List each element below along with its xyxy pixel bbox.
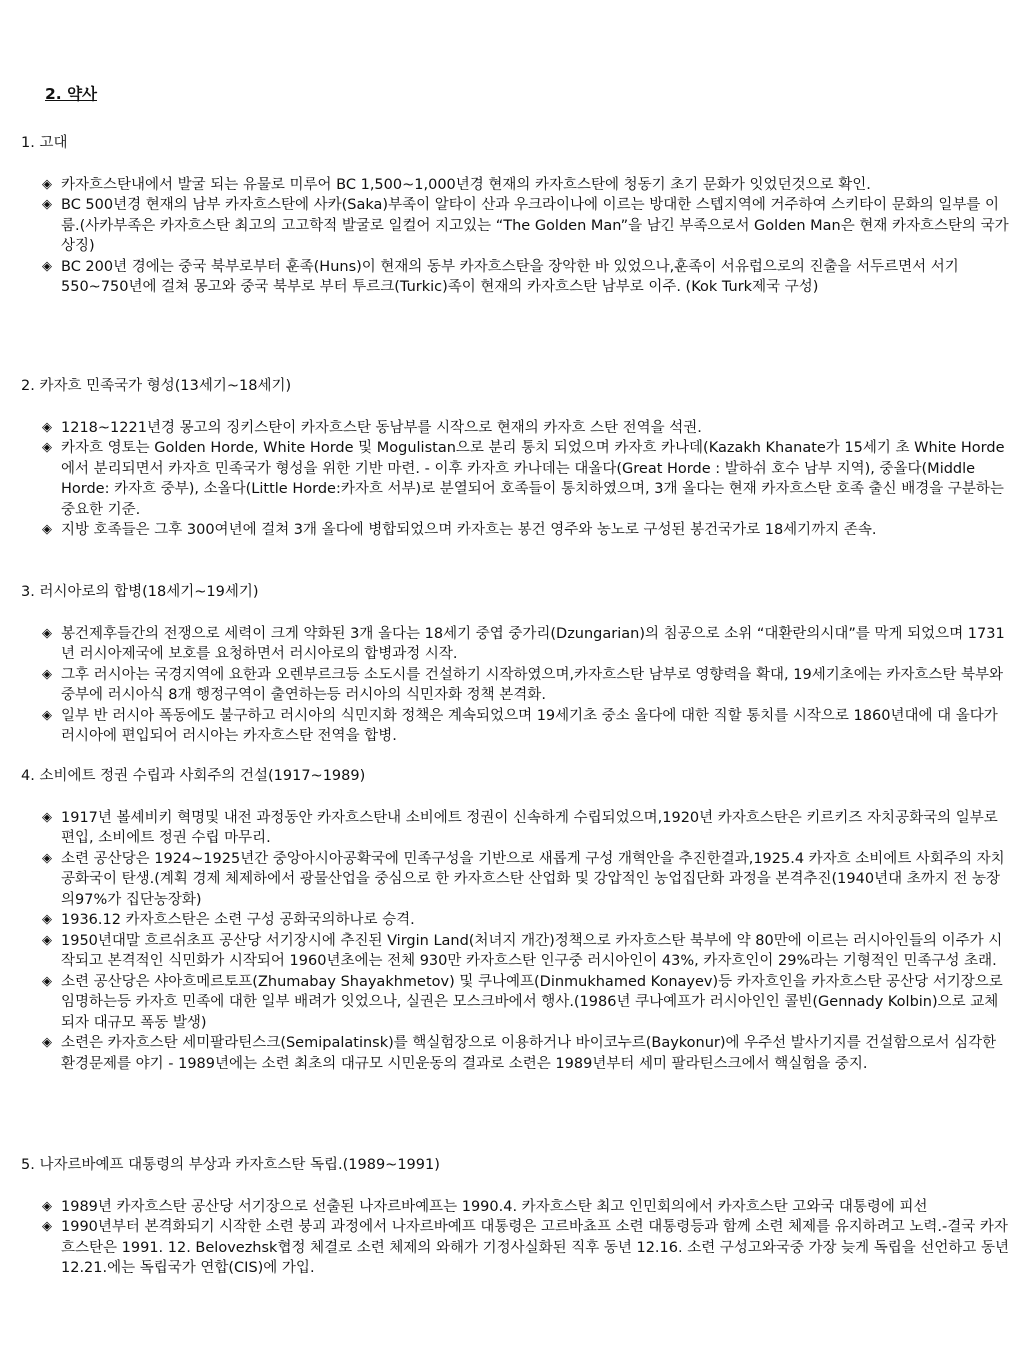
list-item: ◈ 1936.12 카자흐스탄은 소련 구성 공화국의하나로 승격.	[21, 910, 1011, 931]
section-heading: 1. 고대	[21, 135, 68, 151]
bullet-list	[21, 808, 1011, 1075]
list-item: ◈ 일부 반 러시아 폭동에도 불구하고 러시아의 식민지화 정책은 계속되었으며 19세기초 중소 올다에 대한 직할 통치를 시작으로 1860년대에 대 올다가 러시아에 편입되어 러시아는 카자흐스탄 전역을 합병.	[21, 706, 1011, 747]
list-item: ◈ 소련 공산당은 1924~1925년간 중앙아시아공확국에 민족구성을 기반으로 새롭게 구성 개혁안을 추진한결과,1925.4 카자흐 소비에트 사회주의 자치 공화국이 탄생.(계획 경제 체제하에서 광물산업을 중심으로 한 카자흐스탄 산업화 및 강압적인 농업집단화 과정을 본격추진(1940년대 초까지 전 농장의97%가 집단농장화)	[21, 849, 1011, 911]
section-soviet-era	[21, 766, 1011, 1074]
list-item: ◈ 카자흐 영토는 Golden Horde, White Horde 및 Mogulistan으로 분리 통치 되었으며 카자흐 카나데(Kazakh Khanate가 15세기 초 White Horde에서 분리되면서 카자흐 민족국가 형성을 위한 기반 마련. - 이후 카자흐 카나데는 대올다(Great Horde : 발하쉬 호수 남부 지역), 중올다(Middle Horde: 카자흐 중부), 소올다(Little Horde:카자흐 서부)로 분열되어 호족들이 통치하였으며, 3개 올다는 현재 카자흐스탄 호족 출신 배경을 구분하는 중요한 기준.	[21, 438, 1011, 520]
bullet-list	[21, 624, 1011, 747]
list-item: ◈ 소련 공산당은 샤아흐메르토프(Zhumabay Shayakhmetov) 및 쿠나예프(Dinmukhamed Konayev)등 카자흐인을 카자흐스탄 공산당 서기장으로 임명하는등 카자흐 민족에 대한 일부 배려가 잇었으나, 실권은 모스크바에서 행사.(1986년 쿠나예프가 러시아인인 콜빈(Gennady Kolbin)으로 교체되자 대규모 폭동 발생)	[21, 972, 1011, 1034]
diamond-bullet-icon: ◈	[42, 197, 52, 212]
list-item: ◈ 1950년대말 흐르쉬초프 공산당 서기장시에 추진된 Virgin Land(처녀지 개간)정책으로 카자흐스탄 북부에 약 80만에 이르는 러시아인들의 이주가 시작되고 본격적인 식민화가 시작되어 1960년초에는 전체 930만 카자흐스탄 인구중 러시아인이 43%, 카자흐인이 29%라는 기형적인 민족구성 초래.	[21, 931, 1011, 972]
section-heading: 3. 러시아로의 합병(18세기~19세기)	[21, 584, 259, 600]
list-item: ◈ 카자흐스탄내에서 발굴 되는 유물로 미루어 BC 1,500~1,000년경 현재의 카자흐스탄에 청동기 초기 문화가 잇었던것으로 확인.	[21, 175, 1011, 196]
list-item: ◈ BC 200년 경에는 중국 북부로부터 훈족(Huns)이 현재의 동부 카자흐스탄을 장악한 바 있었으나,훈족이 서유럽으로의 진출을 서두르면서 서기 550~750년에 걸쳐 몽고와 중국 북부로 부터 투르크(Turkic)족이 현재의 카자흐스탄 남부로 이주. (Kok Turk제국 구성)	[21, 257, 1011, 298]
section-russian-annexation	[21, 582, 1011, 747]
list-item: ◈ 소련은 카자흐스탄 세미팔라틴스크(Semipalatinsk)를 핵실험장으로 이용하거나 바이코누르(Baykonur)에 우주선 발사기지를 건설함으로서 심각한 환경문제를 야기 - 1989년에는 소련 최초의 대규모 시민운동의 결과로 소련은 1989년부터 세미 팔라틴스크에서 핵실험을 중지.	[21, 1033, 1011, 1074]
section-heading: 4. 소비에트 정권 수립과 사회주의 건설(1917~1989)	[21, 768, 366, 784]
section-ancient	[21, 133, 1011, 298]
list-item: ◈ BC 500년경 현재의 남부 카자흐스탄에 사카(Saka)부족이 알타이 산과 우크라이나에 이르는 방대한 스텝지역에 거주하여 스키타이 문화의 일부를 이룸.(사카부족은 카자흐스탄 최고의 고고학적 발굴로 일컬어 지고있는 “The Golden Man”을 남긴 부족으로서 Golden Man은 현재 카자흐스탄의 국가 상징)	[21, 195, 1011, 257]
list-item: ◈ 1218~1221년경 몽고의 징키스탄이 카자흐스탄 동남부를 시작으로 현재의 카자흐 스탄 전역을 석권.	[21, 418, 1011, 439]
bullet-list	[21, 418, 1011, 541]
diamond-bullet-icon: ◈	[42, 973, 52, 989]
document-title: 2. 약사	[45, 85, 98, 103]
diamond-bullet-icon: ◈	[42, 522, 52, 537]
diamond-bullet-icon: ◈	[42, 850, 52, 866]
list-item: ◈ 1989년 카자흐스탄 공산당 서기장으로 선출된 나자르바예프는 1990.4. 카자흐스탄 최고 인민회의에서 카자흐스탄 고와국 대통령에 피선	[21, 1197, 1011, 1218]
section-independence	[21, 1155, 1011, 1279]
diamond-bullet-icon: ◈	[42, 1198, 52, 1214]
diamond-bullet-icon: ◈	[42, 1035, 52, 1050]
diamond-bullet-icon: ◈	[42, 440, 52, 455]
diamond-bullet-icon: ◈	[42, 258, 52, 274]
section-heading: 5. 나자르바예프 대통령의 부상과 카자흐스탄 독립.(1989~1991)	[21, 1157, 440, 1173]
diamond-bullet-icon: ◈	[42, 419, 52, 435]
diamond-bullet-icon: ◈	[42, 932, 52, 948]
list-item: ◈ 1917년 볼셰비키 혁명및 내전 과정동안 카자흐스탄내 소비에트 정권이 신속하게 수립되었으며,1920년 카자흐스탄은 키르키즈 자치공화국의 일부로 편입, 소비에트 정권 수립 마무리.	[21, 808, 1011, 849]
bullet-list	[21, 1197, 1011, 1279]
diamond-bullet-icon: ◈	[42, 666, 52, 682]
diamond-bullet-icon: ◈	[42, 625, 52, 641]
list-item: ◈ 그후 러시아는 국경지역에 요한과 오렌부르크등 소도시를 건설하기 시작하였으며,카자흐스탄 남부로 영향력을 확대, 19세기초에는 카자흐스탄 북부와 중부에 러시아식 8개 행정구역이 출연하는등 러시아의 식민자화 정책 본격화.	[21, 665, 1011, 706]
section-kazakh-nation	[21, 376, 1011, 541]
bullet-list	[21, 175, 1011, 298]
diamond-bullet-icon: ◈	[42, 707, 52, 723]
diamond-bullet-icon: ◈	[42, 1219, 52, 1234]
section-heading: 2. 카자흐 민족국가 형성(13세기~18세기)	[21, 378, 292, 394]
list-item: ◈ 1990년부터 본격화되기 시작한 소련 붕괴 과정에서 나자르바예프 대통령은 고르바쵸프 소련 대통령등과 함께 소련 체제를 유지하려고 노력.-결국 카자흐스탄은 1991. 12. Belovezhsk협정 체결로 소련 체제의 와해가 기정사실화된 직후 동년 12.16. 소련 구성고와국중 가장 늦게 독립을 선언하고 동년 12.21.에는 독립국가 연합(CIS)에 가입.	[21, 1217, 1011, 1279]
diamond-bullet-icon: ◈	[42, 912, 52, 927]
list-item: ◈ 지방 호족들은 그후 300여년에 걸쳐 3개 올다에 병합되었으며 카자흐는 봉건 영주와 농노로 구성된 봉건국가로 18세기까지 존속.	[21, 520, 1011, 541]
diamond-bullet-icon: ◈	[42, 176, 52, 192]
list-item: ◈ 봉건제후들간의 전쟁으로 세력이 크게 약화된 3개 올다는 18세기 중엽 중가리(Dzungarian)의 침공으로 소위 “대환란의시대”를 막게 되었으며 1731년 러시아제국에 보호를 요청하면서 러시아로의 합병과정 시작.	[21, 624, 1011, 665]
diamond-bullet-icon: ◈	[42, 809, 52, 825]
